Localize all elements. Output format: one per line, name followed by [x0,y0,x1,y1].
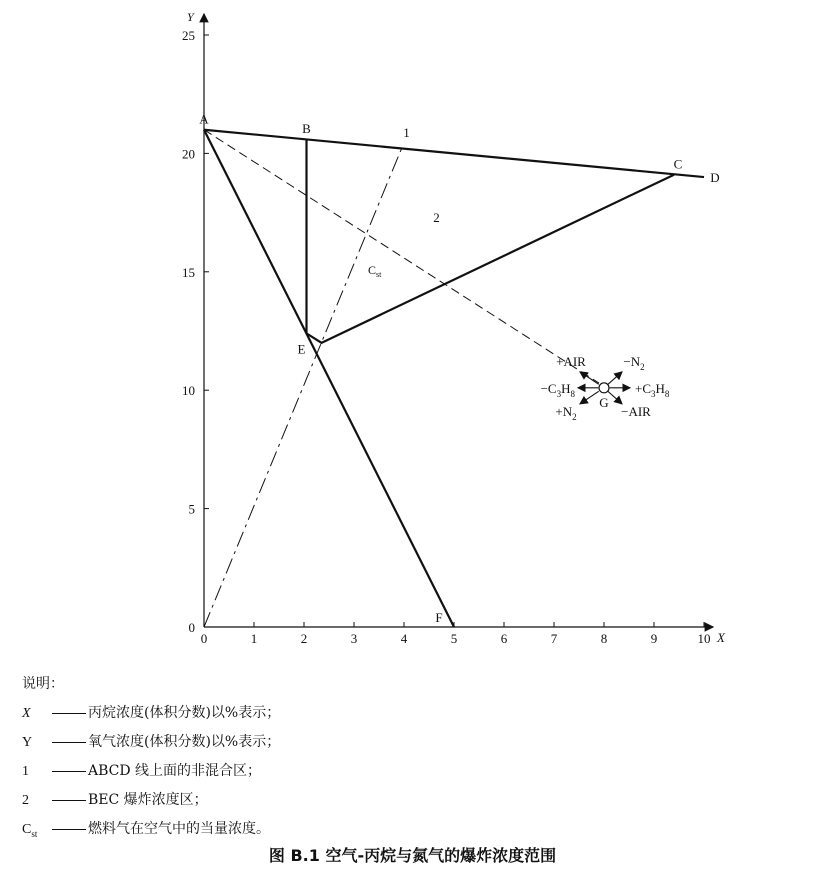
g-arrow-label [556,354,586,369]
legend-symbol-sub: st [31,828,38,839]
legend-symbol: 1 [22,764,29,779]
legend-item-x [22,699,280,728]
g-label-main: −AIR [621,403,651,419]
cst-sub: st [376,270,382,280]
x-tick-label: 0 [200,631,208,646]
legend-text: BEC 爆炸浓度区； [88,792,208,808]
legend-text: 丙烷浓度(体积分数)以%表示； [88,705,281,721]
line-ag [204,130,599,383]
legend-symbol-main: C [22,822,32,837]
point-label-b: B [302,121,311,137]
g-arrow-label [621,404,651,419]
y-axis-label: Y [187,10,194,24]
g-arrow [580,372,599,384]
g-arrow-cluster [541,354,670,422]
cst-main: C [368,263,377,278]
x-tick-label: 10 [697,631,711,646]
y-tick-label: 10 [182,383,195,399]
x-tick-label: 7 [550,631,558,646]
axes [182,10,726,646]
plot-lines [204,130,704,627]
legend-text: 氧气浓度(体积分数)以%表示； [88,734,281,750]
x-tick-label: 3 [350,631,358,646]
g-label-main: −N [623,353,641,369]
g-label-sub: 3 [651,388,656,399]
line-ec [307,175,675,343]
point-label-c: C [673,156,683,172]
g-label-sub2: 8 [570,388,575,399]
g-label-main: +C [635,380,652,396]
legend-item-y [22,728,280,757]
x-tick-label: 8 [600,631,608,646]
legend-dash [52,742,86,743]
x-tick-label: 6 [500,631,508,646]
legend-title: 说明： [22,676,64,692]
x-tick-label: 1 [250,631,258,646]
point-label-e: E [297,341,306,357]
g-label-mid: H [655,380,665,396]
g-label-main: +AIR [556,353,586,369]
y-tick-label: 0 [188,620,195,635]
x-tick-label: 9 [650,631,658,646]
legend-item-cst [22,815,280,844]
g-label-mid: H [561,380,571,396]
point-label-g: G [599,394,609,410]
legend-dash [52,713,86,714]
g-arrow-label [635,381,670,399]
legend-item-1 [22,757,280,786]
point-label-f: F [435,610,443,625]
x-axis-label: X [717,630,725,645]
g-arrow-label [623,354,644,372]
g-arrow [608,372,622,384]
x-tick-label: 5 [450,631,458,646]
legend-symbol: 2 [22,793,29,808]
point-label-a: A [199,111,209,127]
line-cst [204,149,402,627]
line-af [204,130,454,627]
y-tick-label: 20 [182,146,195,162]
g-label-sub: 2 [640,361,645,372]
x-tick-label: 2 [300,631,308,646]
legend-symbol: Y [22,735,33,750]
g-arrow [580,391,599,403]
region-label-1: 1 [403,124,410,140]
g-label-sub: 2 [572,411,577,422]
y-tick-label: 5 [188,501,195,517]
legend-dash [52,829,86,830]
g-label-sub2: 8 [664,388,670,399]
point-label-d: D [710,170,720,186]
legend-item-2 [22,786,280,815]
g-arrow-label [555,404,576,422]
legend-symbol: X [22,706,31,721]
legend-text: ABCD 线上面的非混合区； [88,763,262,779]
legend-dash [52,771,86,772]
cst-label [368,263,382,279]
legend-dash [52,800,86,801]
g-label-main: −C [540,380,557,396]
line-ad [204,130,704,177]
g-arrow [608,391,622,403]
region-label-2: 2 [433,210,440,226]
g-label-sub: 3 [556,388,562,399]
y-tick-label: 15 [182,264,195,280]
point-g-marker [599,383,609,393]
x-tick-label: 4 [400,631,408,646]
legend-text: 燃料气在空气中的当量浓度。 [88,821,270,837]
g-label-main: +N [555,403,573,419]
figure-title: 图 B.1 空气-丙烷与氮气的爆炸浓度范围 [268,846,557,865]
legend [22,670,280,844]
y-tick-label: 25 [182,28,195,43]
legend-symbol [22,815,52,844]
g-arrow-label [541,381,576,399]
